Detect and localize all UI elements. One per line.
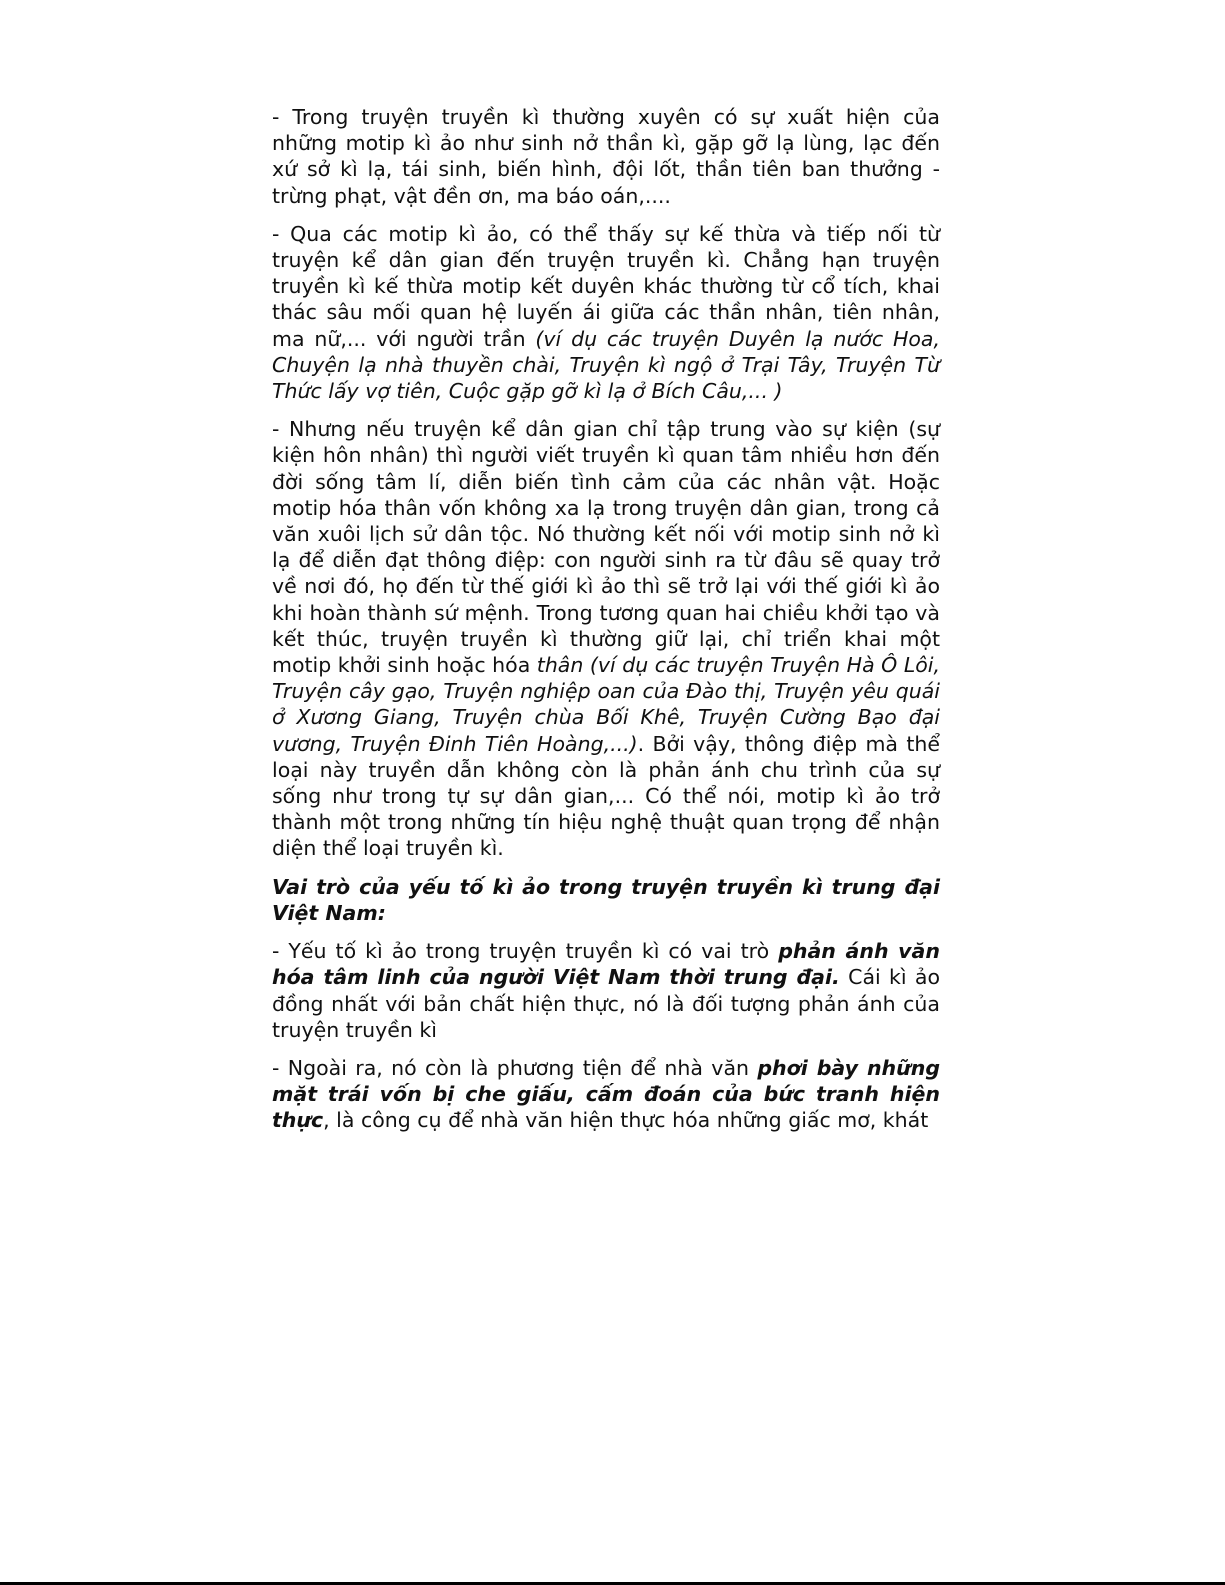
paragraph-role-culture [272, 938, 940, 1043]
paragraph-motifs [272, 104, 940, 209]
paragraph-examples: thân (ví dụ các truyện Truyện Hà Ô Lôi, Truyện cây gạo, Truyện nghiệp oan của Đào thị, Truyện yêu quái ở Xương Giang, Truyện chùa Bối Khê, Truyện Cường Bạo đại vương, Truyện Đinh Tiên Hoàng,...) [272, 653, 941, 756]
paragraph-inheritance [272, 221, 940, 404]
paragraph-transformation [272, 416, 940, 861]
paragraph-emphasis: phơi bày những mặt trái vốn bị che giấu, cấm đoán của bức tranh hiện thực [272, 1055, 940, 1133]
paragraph-text-after: . Bởi vậy, thông điệp mà thể loại này truyền dẫn không còn là phản ánh chu trình của sự sống như trong tự sự dân gian,... Có thể nói, motip kì ảo trở thành một trong những tín hiệu nghệ thuật quan trọng để nhận diện thể loại truyền kì. [272, 731, 940, 861]
paragraph-text: - Nhưng nếu truyện kể dân gian chỉ tập trung vào sự kiện (sự kiện hôn nhân) thì người viết truyền kì quan tâm nhiều hơn đến đời sống tâm lí, diễn biến tình cảm của các nhân vật. Hoặc motip hóa thân vốn không xa lạ trong truyện dân gian, trong cả văn xuôi lịch sử dân tộc. Nó thường kết nối với motip sinh nở kì lạ để diễn đạt thông điệp: con người sinh ra từ đâu sẽ quay trở về nơi đó, họ đến từ thế giới kì ảo thì sẽ trở lại với thế giới kì ảo khi hoàn thành sứ mệnh. Trong tương quan hai chiều khởi tạo và kết thúc, truyện truyền kì thường giữ lại, chỉ triển khai một motip khởi sinh hoặc hóa [272, 417, 940, 678]
paragraph-role-expose [272, 1055, 940, 1134]
document-body [272, 104, 940, 1146]
section-heading: Vai trò của yếu tố kì ảo trong truyện truyền kì trung đại Việt Nam: [272, 874, 940, 925]
paragraph-text: - Qua các motip kì ảo, có thể thấy sự kế thừa và tiếp nối từ truyện kể dân gian đến truyện truyền kì. Chẳng hạn truyện truyền kì kế thừa motip kết duyên khác thường từ cổ tích, khai thác sâu mối quan hệ luyến ái giữa các thần nhân, tiên nhân, ma nữ,... với người trần [272, 221, 940, 351]
paragraph-text-after: Cái kì ảo đồng nhất với bản chất hiện thực, nó là đối tượng phản ánh của truyện truyền kì [272, 965, 941, 1042]
paragraph-examples: (ví dụ các truyện Duyên lạ nước Hoa, Chuyện lạ nhà thuyền chài, Truyện kì ngộ ở Trại Tây, Truyện Từ Thức lấy vợ tiên, Cuộc gặp gỡ kì lạ ở Bích Câu,... ) [272, 326, 941, 404]
paragraph-text: - Ngoài ra, nó còn là phương tiện để nhà văn [272, 1055, 758, 1080]
paragraph-text-after: , là công cụ để nhà văn hiện thực hóa những giấc mơ, khát [323, 1108, 929, 1133]
paragraph-text: - Trong truyện truyền kì thường xuyên có sự xuất hiện của những motip kì ảo như sinh nở thần kì, gặp gỡ lạ lùng, lạc đến xứ sở kì lạ, tái sinh, biến hình, đội lốt, thần tiên ban thưởng - trừng phạt, vật đền ơn, ma báo oán,.... [272, 105, 940, 208]
paragraph-emphasis: phản ánh văn hóa tâm linh của người Việt Nam thời trung đại. [272, 939, 940, 990]
paragraph-text: - Yếu tố kì ảo trong truyện truyền kì có vai trò [272, 939, 779, 964]
